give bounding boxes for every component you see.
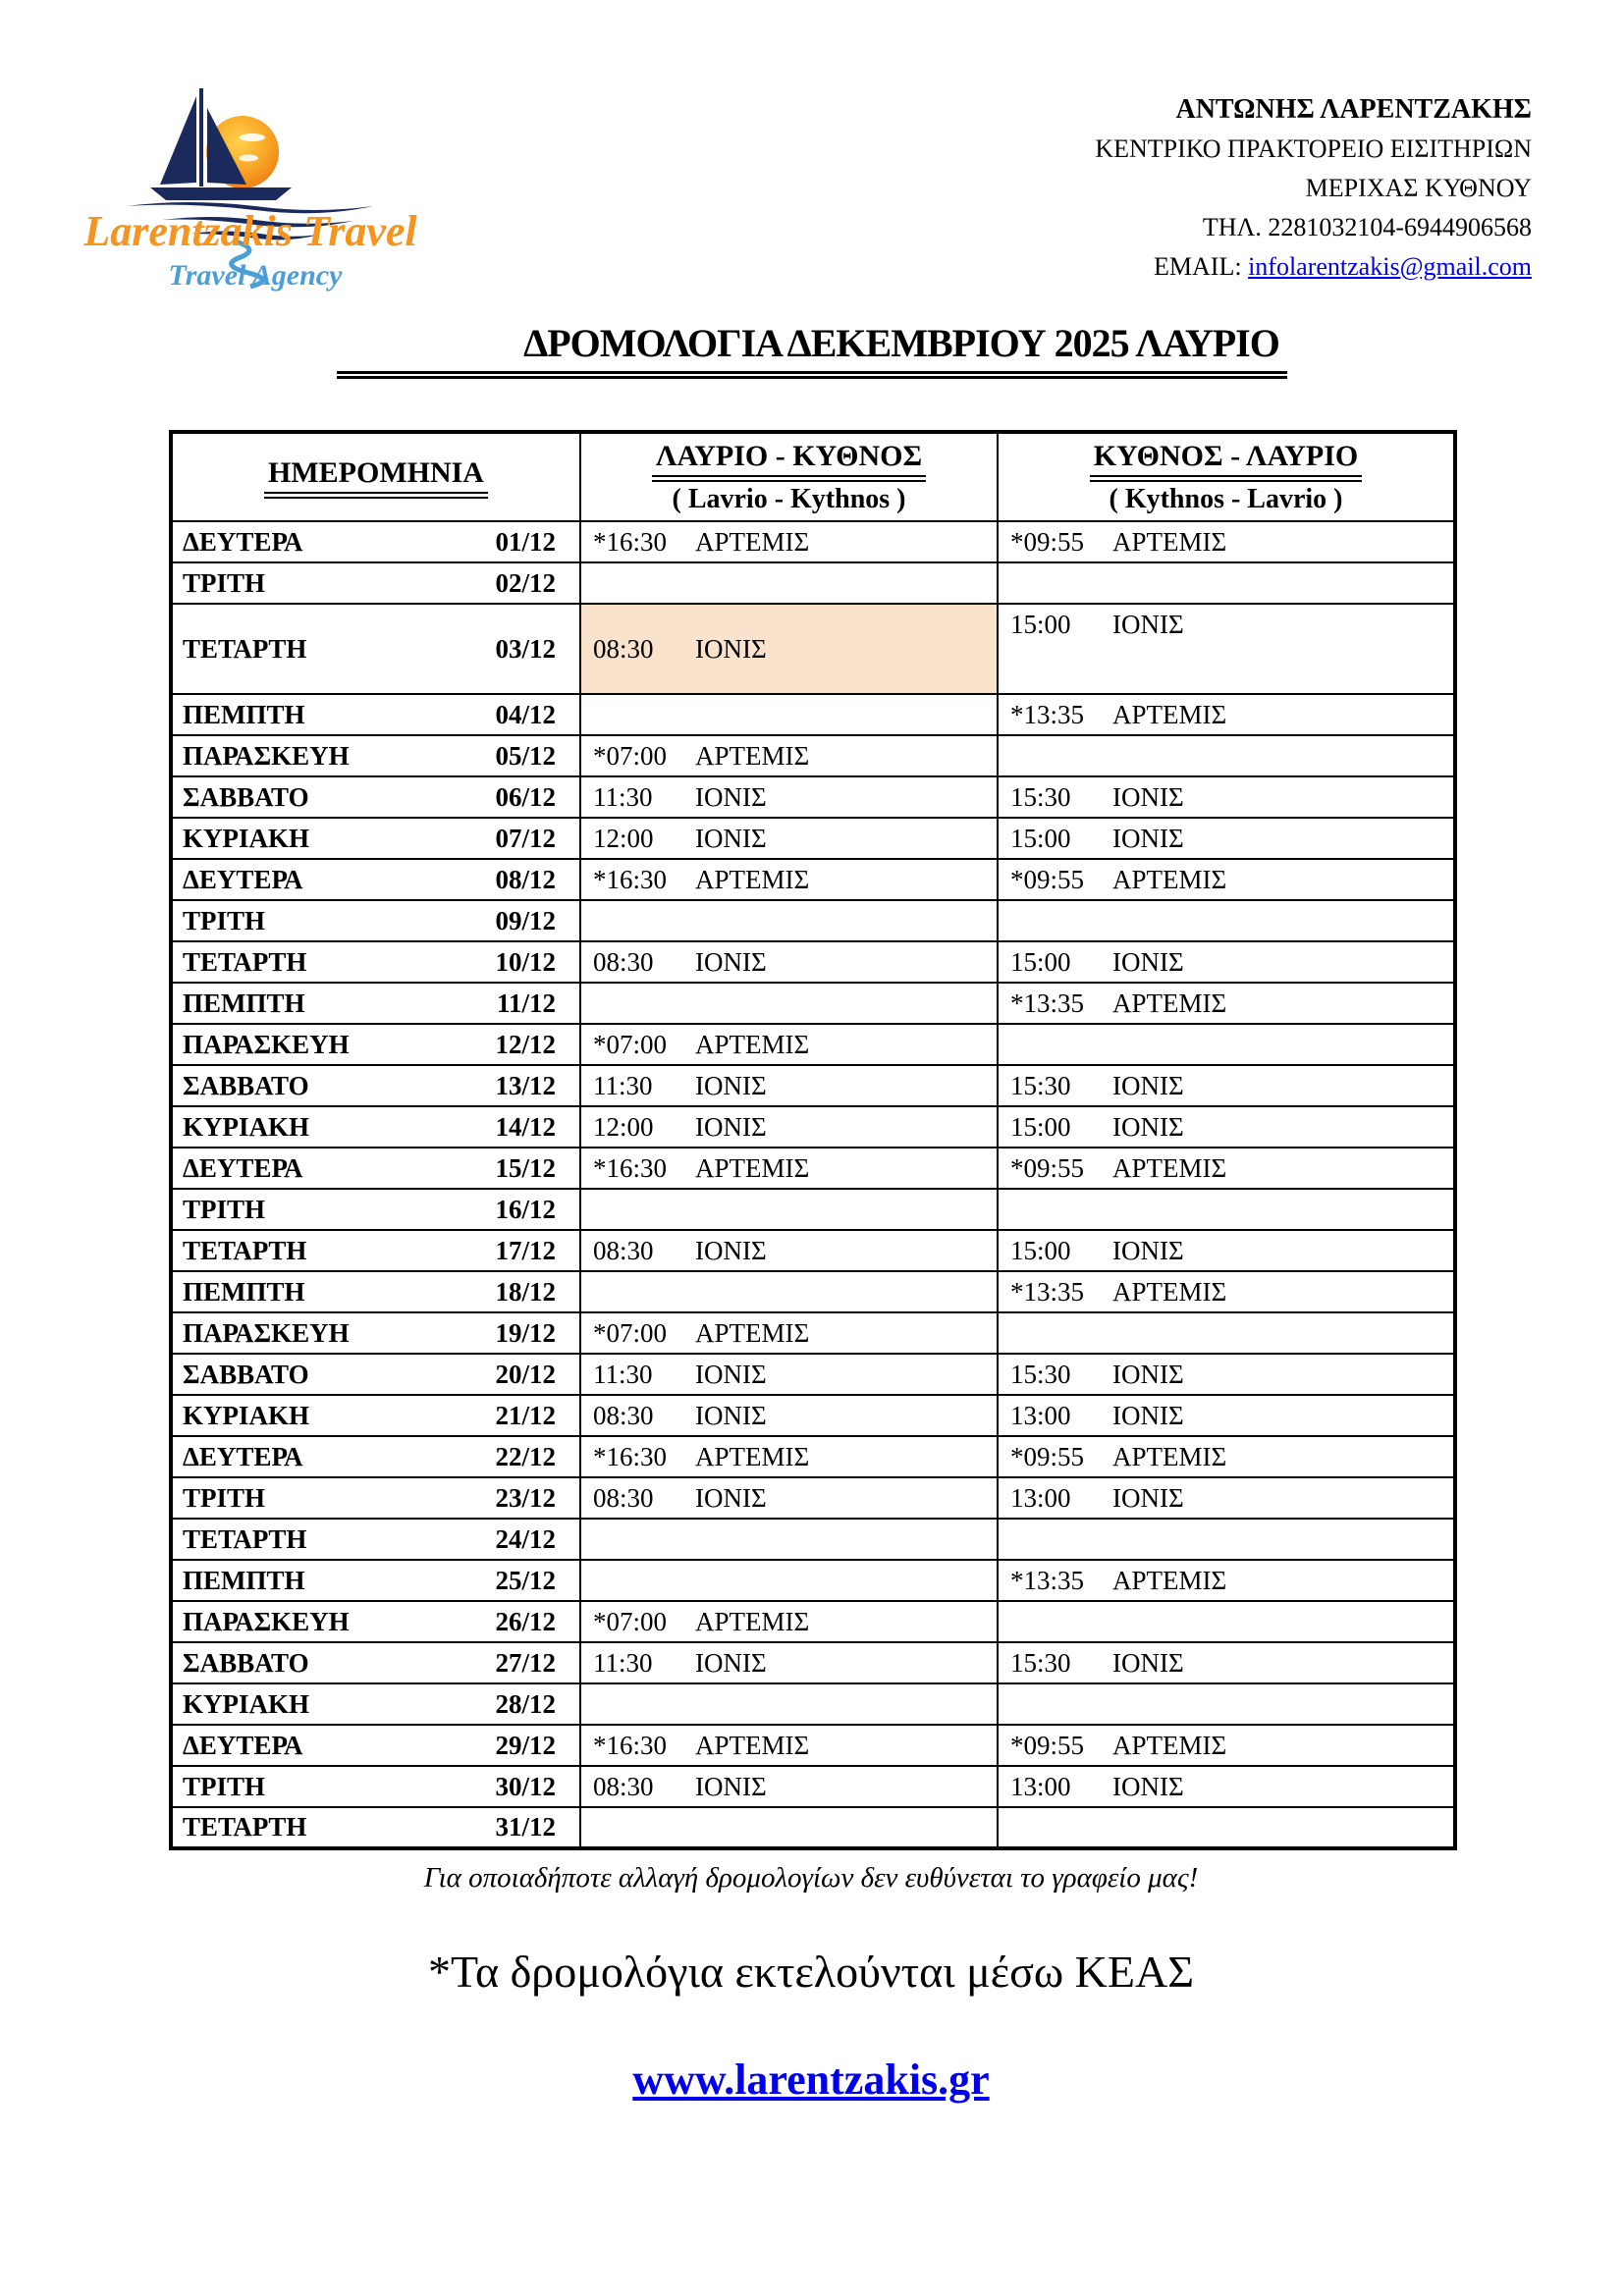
- arrival-cell: [998, 818, 1455, 859]
- date-cell: [171, 694, 580, 735]
- arrival-ship: ΙΟΝΙΣ: [1112, 1400, 1184, 1430]
- departure-time: *07:00: [593, 740, 668, 771]
- departure-time: *16:30: [593, 1730, 668, 1760]
- arrival-time: 13:00: [1010, 1400, 1071, 1430]
- arrival-cell: [998, 1312, 1455, 1354]
- date-cell: [171, 562, 580, 604]
- date-label: 20/12: [495, 1359, 556, 1389]
- agency-logo: [34, 77, 466, 307]
- departure-time: 08:30: [593, 1400, 654, 1430]
- departure-ship: ΑΡΤΕΜΙΣ: [695, 1606, 810, 1636]
- date-cell: [171, 1148, 580, 1189]
- schedule-row: [171, 983, 1455, 1024]
- schedule-row: [171, 1560, 1455, 1601]
- departure-cell: [580, 562, 998, 604]
- departure-cell: [580, 983, 998, 1024]
- arrival-ship: ΑΡΤΕΜΙΣ: [1112, 1152, 1227, 1183]
- schedule-row: [171, 1189, 1455, 1230]
- arrival-ship: ΑΡΤΕΜΙΣ: [1112, 1730, 1227, 1760]
- arrival-cell: [998, 1148, 1455, 1189]
- schedule-body: [171, 521, 1455, 1848]
- schedule-row: [171, 1683, 1455, 1725]
- day-label: ΠΕΜΠΤΗ: [183, 988, 305, 1018]
- agency-line2: ΚΕΝΤΡΙΚΟ ΠΡΑΚΤΟΡΕΙΟ ΕΙΣΙΤΗΡΙΩΝ: [1095, 134, 1532, 163]
- date-label: 30/12: [495, 1771, 556, 1801]
- date-cell: [171, 1354, 580, 1395]
- departure-time: 12:00: [593, 823, 654, 853]
- departure-cell: [580, 1148, 998, 1189]
- date-label: 14/12: [495, 1111, 556, 1142]
- arrival-cell: [998, 1271, 1455, 1312]
- departure-ship: ΑΡΤΕΜΙΣ: [695, 740, 810, 771]
- date-cell: [171, 1230, 580, 1271]
- arrival-time: 13:00: [1010, 1771, 1071, 1801]
- arrival-time: *13:35: [1010, 1565, 1085, 1595]
- departure-ship: ΑΡΤΕΜΙΣ: [695, 1441, 810, 1471]
- arrival-cell: [998, 1807, 1455, 1848]
- day-label: ΤΡΙΤΗ: [183, 1194, 266, 1224]
- schedule-row: [171, 562, 1455, 604]
- departure-cell: [580, 1436, 998, 1477]
- agency-line3: ΜΕΡΙΧΑΣ ΚΥΘΝΟΥ: [1305, 174, 1532, 202]
- arrival-cell: [998, 900, 1455, 941]
- arrival-cell: [998, 859, 1455, 900]
- departure-time: 11:30: [593, 1359, 653, 1389]
- day-label: ΤΕΤΑΡΤΗ: [183, 633, 307, 664]
- departure-time: 12:00: [593, 1111, 654, 1142]
- outbound-header-sublabel: ( Lavrio - Kythnos ): [672, 483, 906, 514]
- day-label: ΤΕΤΑΡΤΗ: [183, 1523, 307, 1554]
- arrival-cell: [998, 1642, 1455, 1683]
- date-cell: [171, 1395, 580, 1436]
- date-cell: [171, 1807, 580, 1848]
- day-label: ΠΑΡΑΣΚΕΥΗ: [183, 1606, 350, 1636]
- arrival-cell: [998, 1395, 1455, 1436]
- date-cell: [171, 776, 580, 818]
- date-label: 28/12: [495, 1688, 556, 1719]
- day-label: ΣΑΒΒΑΤΟ: [183, 781, 309, 812]
- departure-cell: [580, 1519, 998, 1560]
- date-label: 23/12: [495, 1482, 556, 1513]
- arrival-ship: ΑΡΤΕΜΙΣ: [1112, 864, 1227, 894]
- arrival-time: 15:30: [1010, 1070, 1071, 1100]
- arrival-ship: ΑΡΤΕΜΙΣ: [1112, 988, 1227, 1018]
- arrival-cell: [998, 1477, 1455, 1519]
- departure-cell: [580, 900, 998, 941]
- schedule-row: [171, 1725, 1455, 1766]
- arrival-time: 15:00: [1010, 823, 1071, 853]
- departure-time: *07:00: [593, 1317, 668, 1348]
- date-cell: [171, 818, 580, 859]
- column-header-outbound: [580, 432, 998, 521]
- date-label: 18/12: [495, 1276, 556, 1307]
- date-cell: [171, 1560, 580, 1601]
- date-label: 01/12: [495, 526, 556, 557]
- schedule-row: [171, 735, 1455, 776]
- logo-tagline-text: Travel Agency: [168, 259, 343, 292]
- day-label: ΣΑΒΒΑΤΟ: [183, 1359, 309, 1389]
- date-cell: [171, 1106, 580, 1148]
- departure-ship: ΙΟΝΙΣ: [695, 1359, 767, 1389]
- arrival-ship: ΙΟΝΙΣ: [1112, 1482, 1184, 1513]
- document-header: [0, 0, 1624, 314]
- date-label: 26/12: [495, 1606, 556, 1636]
- date-label: 24/12: [495, 1523, 556, 1554]
- arrival-time: 15:30: [1010, 1359, 1071, 1389]
- departure-ship: ΙΟΝΙΣ: [695, 823, 767, 853]
- day-label: ΔΕΥΤΕΡΑ: [183, 526, 303, 557]
- day-label: ΚΥΡΙΑΚΗ: [183, 1111, 310, 1142]
- departure-ship: ΙΟΝΙΣ: [695, 781, 767, 812]
- arrival-cell: [998, 776, 1455, 818]
- departure-cell: [580, 1312, 998, 1354]
- date-cell: [171, 1189, 580, 1230]
- departure-time: *07:00: [593, 1606, 668, 1636]
- day-label: ΔΕΥΤΕΡΑ: [183, 864, 303, 894]
- arrival-time: *09:55: [1010, 526, 1085, 557]
- date-label: 08/12: [495, 864, 556, 894]
- departure-cell: [580, 941, 998, 983]
- departure-time: *07:00: [593, 1029, 668, 1059]
- arrival-time: *13:35: [1010, 1276, 1085, 1307]
- day-label: ΤΡΙΤΗ: [183, 905, 266, 935]
- date-label: 12/12: [495, 1029, 556, 1059]
- schedule-header-row: [171, 432, 1455, 521]
- arrival-cell: [998, 1106, 1455, 1148]
- date-label: 21/12: [495, 1400, 556, 1430]
- date-label: 09/12: [495, 905, 556, 935]
- departure-cell: [580, 1683, 998, 1725]
- arrival-time: 15:30: [1010, 1647, 1071, 1678]
- departure-cell: [580, 735, 998, 776]
- disclaimer-text: Για οποιαδήποτε αλλαγή δρομολογίων δεν ευθύνεται το γραφείο μας!: [423, 1862, 1199, 1894]
- arrival-cell: [998, 1065, 1455, 1106]
- date-label: 13/12: [495, 1070, 556, 1100]
- departure-cell: [580, 1766, 998, 1807]
- arrival-time: *13:35: [1010, 988, 1085, 1018]
- arrival-cell: [998, 1683, 1455, 1725]
- departure-ship: ΙΟΝΙΣ: [695, 633, 767, 664]
- arrival-ship: ΙΟΝΙΣ: [1112, 781, 1184, 812]
- arrival-ship: ΙΟΝΙΣ: [1112, 1647, 1184, 1678]
- schedule-row: [171, 818, 1455, 859]
- departure-time: *16:30: [593, 1441, 668, 1471]
- arrival-time: 15:00: [1010, 1235, 1071, 1265]
- date-cell: [171, 521, 580, 562]
- schedule-row: [171, 1065, 1455, 1106]
- schedule-row: [171, 1601, 1455, 1642]
- inbound-header-sublabel: ( Kythnos - Lavrio ): [1109, 483, 1343, 514]
- schedule-row: [171, 604, 1455, 694]
- arrival-cell: [998, 1354, 1455, 1395]
- email-label: EMAIL:: [1154, 252, 1249, 281]
- day-label: ΤΡΙΤΗ: [183, 1482, 266, 1513]
- arrival-ship: ΙΟΝΙΣ: [1112, 1235, 1184, 1265]
- schedule-row: [171, 1106, 1455, 1148]
- agency-phone: ΤΗΛ. 2281032104-6944906568: [1202, 213, 1532, 241]
- departure-cell: [580, 818, 998, 859]
- day-label: ΠΑΡΑΣΚΕΥΗ: [183, 1029, 350, 1059]
- departure-cell: [580, 694, 998, 735]
- website-link[interactable]: www.larentzakis.gr: [632, 2056, 990, 2104]
- departure-time: *16:30: [593, 526, 668, 557]
- arrival-cell: [998, 694, 1455, 735]
- date-cell: [171, 1519, 580, 1560]
- date-cell: [171, 1024, 580, 1065]
- departure-ship: ΑΡΤΕΜΙΣ: [695, 526, 810, 557]
- arrival-cell: [998, 1766, 1455, 1807]
- departure-time: 08:30: [593, 1771, 654, 1801]
- arrival-ship: ΙΟΝΙΣ: [1112, 1771, 1184, 1801]
- departure-cell: [580, 1560, 998, 1601]
- departure-ship: ΙΟΝΙΣ: [695, 1111, 767, 1142]
- schedule-row: [171, 1477, 1455, 1519]
- departure-ship: ΙΟΝΙΣ: [695, 1070, 767, 1100]
- departure-ship: ΙΟΝΙΣ: [695, 1235, 767, 1265]
- date-cell: [171, 1766, 580, 1807]
- departure-time: 08:30: [593, 946, 654, 977]
- date-cell: [171, 900, 580, 941]
- schedule-row: [171, 1395, 1455, 1436]
- departure-ship: ΙΟΝΙΣ: [695, 1771, 767, 1801]
- departure-ship: ΙΟΝΙΣ: [695, 1647, 767, 1678]
- day-label: ΠΑΡΑΣΚΕΥΗ: [183, 1317, 350, 1348]
- arrival-time: *09:55: [1010, 864, 1085, 894]
- arrival-time: 13:00: [1010, 1482, 1071, 1513]
- departure-time: *16:30: [593, 1152, 668, 1183]
- arrival-cell: [998, 1189, 1455, 1230]
- schedule-row: [171, 694, 1455, 735]
- schedule-row: [171, 1271, 1455, 1312]
- departure-cell: [580, 1106, 998, 1148]
- schedule-row: [171, 1642, 1455, 1683]
- arrival-ship: ΑΡΤΕΜΙΣ: [1112, 1565, 1227, 1595]
- day-label: ΔΕΥΤΕΡΑ: [183, 1152, 303, 1183]
- departure-cell: [580, 1271, 998, 1312]
- schedule-row: [171, 1807, 1455, 1848]
- day-label: ΠΕΜΠΤΗ: [183, 1565, 305, 1595]
- arrival-ship: ΙΟΝΙΣ: [1112, 1111, 1184, 1142]
- departure-cell: [580, 1189, 998, 1230]
- date-cell: [171, 983, 580, 1024]
- arrival-cell: [998, 1024, 1455, 1065]
- column-header-inbound: [998, 432, 1455, 521]
- date-label: 25/12: [495, 1565, 556, 1595]
- agency-owner-name: ΑΝΤΩΝΗΣ ΛΑΡΕΝΤΖΑΚΗΣ: [1175, 94, 1532, 125]
- departure-cell: [580, 1725, 998, 1766]
- departure-ship: ΑΡΤΕΜΙΣ: [695, 1029, 810, 1059]
- departure-time: *16:30: [593, 864, 668, 894]
- arrival-cell: [998, 1725, 1455, 1766]
- departure-cell: [580, 1642, 998, 1683]
- arrival-ship: ΙΟΝΙΣ: [1112, 1070, 1184, 1100]
- date-cell: [171, 1312, 580, 1354]
- arrival-cell: [998, 983, 1455, 1024]
- date-label: 07/12: [495, 823, 556, 853]
- email-link[interactable]: infolarentzakis@gmail.com: [1248, 252, 1532, 281]
- day-label: ΣΑΒΒΑΤΟ: [183, 1647, 309, 1678]
- schedule-row: [171, 1766, 1455, 1807]
- arrival-ship: ΙΟΝΙΣ: [1112, 1359, 1184, 1389]
- document-footer: [169, 1862, 1453, 2105]
- date-header-label: ΗΜΕΡΟΜΗΝΙΑ: [264, 456, 488, 499]
- departure-cell: [580, 1230, 998, 1271]
- date-label: 27/12: [495, 1647, 556, 1678]
- day-label: ΠΕΜΠΤΗ: [183, 1276, 305, 1307]
- departure-cell: [580, 1024, 998, 1065]
- arrival-time: *13:35: [1010, 699, 1085, 729]
- date-cell: [171, 604, 580, 694]
- arrival-time: 15:00: [1010, 1111, 1071, 1142]
- schedule-row: [171, 1148, 1455, 1189]
- arrival-cell: [998, 1519, 1455, 1560]
- day-label: ΚΥΡΙΑΚΗ: [183, 1688, 310, 1719]
- arrival-cell: [998, 521, 1455, 562]
- date-label: 19/12: [495, 1317, 556, 1348]
- agency-email-row: [1095, 247, 1532, 287]
- inbound-header-label: ΚΥΘΝΟΣ - ΛΑΥΡΙΟ: [1090, 440, 1363, 482]
- departure-cell: [580, 1065, 998, 1106]
- schedule-row: [171, 1230, 1455, 1271]
- date-label: 29/12: [495, 1730, 556, 1760]
- arrival-cell: [998, 604, 1455, 694]
- date-cell: [171, 1683, 580, 1725]
- day-label: ΔΕΥΤΕΡΑ: [183, 1441, 303, 1471]
- arrival-cell: [998, 1230, 1455, 1271]
- departure-ship: ΙΟΝΙΣ: [695, 1482, 767, 1513]
- departure-ship: ΙΟΝΙΣ: [695, 946, 767, 977]
- arrival-cell: [998, 735, 1455, 776]
- schedule-row: [171, 1312, 1455, 1354]
- page-title: ΔΡΟΜΟΛΟΓΙΑ ΔΕΚΕΜΒΡΙΟΥ 2025 ΛΑΥΡΙΟ: [337, 320, 1287, 379]
- date-cell: [171, 735, 580, 776]
- date-label: 16/12: [495, 1194, 556, 1224]
- arrival-ship: ΙΟΝΙΣ: [1112, 823, 1184, 853]
- date-label: 06/12: [495, 781, 556, 812]
- schedule-row: [171, 1354, 1455, 1395]
- contact-block: [1095, 90, 1532, 287]
- schedule-row: [171, 941, 1455, 983]
- departure-time: 11:30: [593, 781, 653, 812]
- departure-time: 08:30: [593, 633, 654, 664]
- arrival-ship: ΙΟΝΙΣ: [1112, 610, 1184, 639]
- arrival-ship: ΑΡΤΕΜΙΣ: [1112, 1441, 1227, 1471]
- title-row: [0, 320, 1624, 381]
- departure-time: 11:30: [593, 1070, 653, 1100]
- arrival-cell: [998, 562, 1455, 604]
- departure-cell: [580, 1601, 998, 1642]
- arrival-cell: [998, 941, 1455, 983]
- departure-cell: [580, 776, 998, 818]
- arrival-cell: [998, 1436, 1455, 1477]
- departure-cell: [580, 1395, 998, 1436]
- day-label: ΤΡΙΤΗ: [183, 567, 266, 598]
- departure-ship: ΑΡΤΕΜΙΣ: [695, 1152, 810, 1183]
- date-label: 02/12: [495, 567, 556, 598]
- departure-cell: [580, 521, 998, 562]
- day-label: ΔΕΥΤΕΡΑ: [183, 1730, 303, 1760]
- date-cell: [171, 1601, 580, 1642]
- logo-brand-text: Larentzakis Travel: [83, 207, 417, 255]
- arrival-ship: ΑΡΤΕΜΙΣ: [1112, 1276, 1227, 1307]
- departure-time: 11:30: [593, 1647, 653, 1678]
- column-header-date: [171, 432, 580, 521]
- arrival-time: 15:00: [1010, 610, 1071, 639]
- arrival-ship: ΑΡΤΕΜΙΣ: [1112, 699, 1227, 729]
- kea-note-text: *Τα δρομολόγια εκτελούνται μέσω ΚΕΑΣ: [428, 1947, 1194, 1997]
- outbound-header-label: ΛΑΥΡΙΟ - ΚΥΘΝΟΣ: [652, 440, 926, 482]
- date-cell: [171, 1065, 580, 1106]
- day-label: ΚΥΡΙΑΚΗ: [183, 823, 310, 853]
- schedule-row: [171, 521, 1455, 562]
- day-label: ΣΑΒΒΑΤΟ: [183, 1070, 309, 1100]
- departure-cell: [580, 859, 998, 900]
- date-cell: [171, 1436, 580, 1477]
- date-cell: [171, 1725, 580, 1766]
- schedule-row: [171, 900, 1455, 941]
- date-cell: [171, 859, 580, 900]
- schedule-row: [171, 859, 1455, 900]
- day-label: ΤΕΤΑΡΤΗ: [183, 1235, 307, 1265]
- date-cell: [171, 941, 580, 983]
- departure-cell: [580, 1354, 998, 1395]
- departure-ship: ΑΡΤΕΜΙΣ: [695, 864, 810, 894]
- date-label: 31/12: [495, 1812, 556, 1842]
- schedule-table: [169, 430, 1457, 1850]
- departure-cell: [580, 604, 998, 694]
- schedule-row: [171, 1436, 1455, 1477]
- date-label: 03/12: [495, 633, 556, 664]
- arrival-cell: [998, 1560, 1455, 1601]
- date-cell: [171, 1271, 580, 1312]
- day-label: ΤΕΤΑΡΤΗ: [183, 946, 307, 977]
- date-label: 17/12: [495, 1235, 556, 1265]
- date-label: 11/12: [496, 988, 556, 1018]
- arrival-time: *09:55: [1010, 1730, 1085, 1760]
- departure-time: 08:30: [593, 1482, 654, 1513]
- arrival-time: 15:30: [1010, 781, 1071, 812]
- day-label: ΠΑΡΑΣΚΕΥΗ: [183, 740, 350, 771]
- departure-time: 08:30: [593, 1235, 654, 1265]
- date-label: 04/12: [495, 699, 556, 729]
- arrival-time: 15:00: [1010, 946, 1071, 977]
- arrival-ship: ΑΡΤΕΜΙΣ: [1112, 526, 1227, 557]
- date-label: 15/12: [495, 1152, 556, 1183]
- day-label: ΠΕΜΠΤΗ: [183, 699, 305, 729]
- schedule-row: [171, 1519, 1455, 1560]
- date-label: 22/12: [495, 1441, 556, 1471]
- arrival-time: *09:55: [1010, 1441, 1085, 1471]
- departure-ship: ΑΡΤΕΜΙΣ: [695, 1317, 810, 1348]
- arrival-ship: ΙΟΝΙΣ: [1112, 946, 1184, 977]
- day-label: ΤΕΤΑΡΤΗ: [183, 1812, 307, 1842]
- schedule-row: [171, 1024, 1455, 1065]
- date-cell: [171, 1642, 580, 1683]
- arrival-cell: [998, 1601, 1455, 1642]
- date-label: 05/12: [495, 740, 556, 771]
- departure-cell: [580, 1477, 998, 1519]
- date-label: 10/12: [495, 946, 556, 977]
- schedule-row: [171, 776, 1455, 818]
- date-cell: [171, 1477, 580, 1519]
- day-label: ΤΡΙΤΗ: [183, 1771, 266, 1801]
- departure-ship: ΑΡΤΕΜΙΣ: [695, 1730, 810, 1760]
- day-label: ΚΥΡΙΑΚΗ: [183, 1400, 310, 1430]
- departure-cell: [580, 1807, 998, 1848]
- arrival-time: *09:55: [1010, 1152, 1085, 1183]
- departure-ship: ΙΟΝΙΣ: [695, 1400, 767, 1430]
